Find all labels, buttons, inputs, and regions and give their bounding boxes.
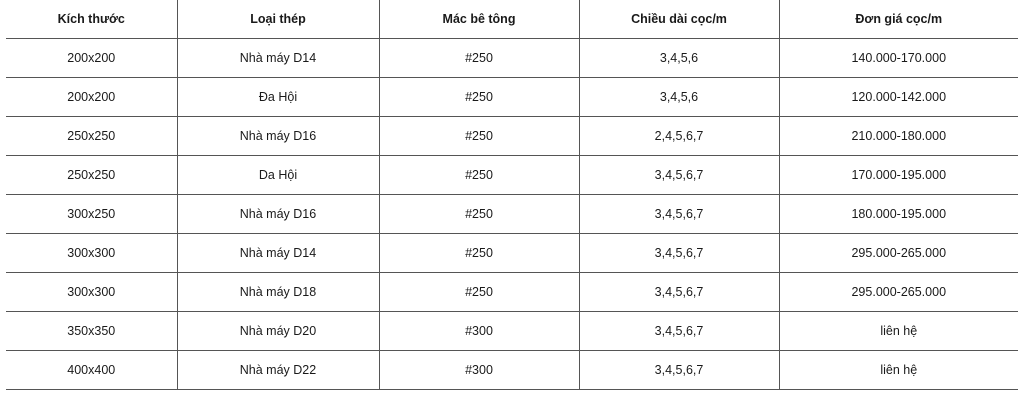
cell-size: 200x200 [6,39,177,78]
table-row [6,78,1018,117]
header-size: Kích thước [6,0,177,39]
cell-size: 300x250 [6,195,177,234]
cell-steel-type: Nhà máy D14 [177,234,379,273]
header-pile-length: Chiều dài cọc/m [579,0,779,39]
header-steel-type: Loại thép [177,0,379,39]
cell-pile-length: 3,4,5,6,7 [579,156,779,195]
cell-pile-length: 3,4,5,6 [579,39,779,78]
cell-steel-type: Da Hội [177,156,379,195]
cell-size: 350x350 [6,312,177,351]
cell-size: 250x250 [6,117,177,156]
table-row [6,117,1018,156]
table-row [6,156,1018,195]
cell-concrete-grade: #250 [379,117,579,156]
table-row [6,312,1018,351]
table-body [6,39,1018,390]
cell-unit-price: 180.000-195.000 [779,195,1018,234]
cell-unit-price: 295.000-265.000 [779,273,1018,312]
cell-unit-price: liên hệ [779,312,1018,351]
cell-pile-length: 3,4,5,6,7 [579,234,779,273]
cell-concrete-grade: #250 [379,156,579,195]
table-row [6,351,1018,390]
cell-pile-length: 3,4,5,6,7 [579,195,779,234]
cell-pile-length: 3,4,5,6,7 [579,312,779,351]
cell-steel-type: Nhà máy D22 [177,351,379,390]
cell-unit-price: liên hệ [779,351,1018,390]
cell-concrete-grade: #250 [379,39,579,78]
cell-steel-type: Đa Hội [177,78,379,117]
cell-steel-type: Nhà máy D18 [177,273,379,312]
cell-concrete-grade: #250 [379,78,579,117]
cell-unit-price: 210.000-180.000 [779,117,1018,156]
cell-size: 300x300 [6,234,177,273]
cell-pile-length: 3,4,5,6,7 [579,351,779,390]
cell-steel-type: Nhà máy D20 [177,312,379,351]
cell-concrete-grade: #300 [379,312,579,351]
header-unit-price: Đơn giá cọc/m [779,0,1018,39]
cell-unit-price: 140.000-170.000 [779,39,1018,78]
cell-steel-type: Nhà máy D16 [177,195,379,234]
cell-pile-length: 3,4,5,6 [579,78,779,117]
cell-size: 200x200 [6,78,177,117]
cell-unit-price: 170.000-195.000 [779,156,1018,195]
cell-size: 250x250 [6,156,177,195]
cell-pile-length: 3,4,5,6,7 [579,273,779,312]
cell-unit-price: 120.000-142.000 [779,78,1018,117]
pile-price-table [6,0,1018,390]
table-row [6,195,1018,234]
cell-concrete-grade: #250 [379,273,579,312]
cell-concrete-grade: #300 [379,351,579,390]
table-row [6,234,1018,273]
cell-size: 300x300 [6,273,177,312]
cell-size: 400x400 [6,351,177,390]
cell-steel-type: Nhà máy D16 [177,117,379,156]
table-row [6,39,1018,78]
cell-concrete-grade: #250 [379,195,579,234]
cell-unit-price: 295.000-265.000 [779,234,1018,273]
cell-concrete-grade: #250 [379,234,579,273]
table-row [6,273,1018,312]
header-concrete-grade: Mác bê tông [379,0,579,39]
cell-pile-length: 2,4,5,6,7 [579,117,779,156]
cell-steel-type: Nhà máy D14 [177,39,379,78]
header-row [6,0,1018,39]
